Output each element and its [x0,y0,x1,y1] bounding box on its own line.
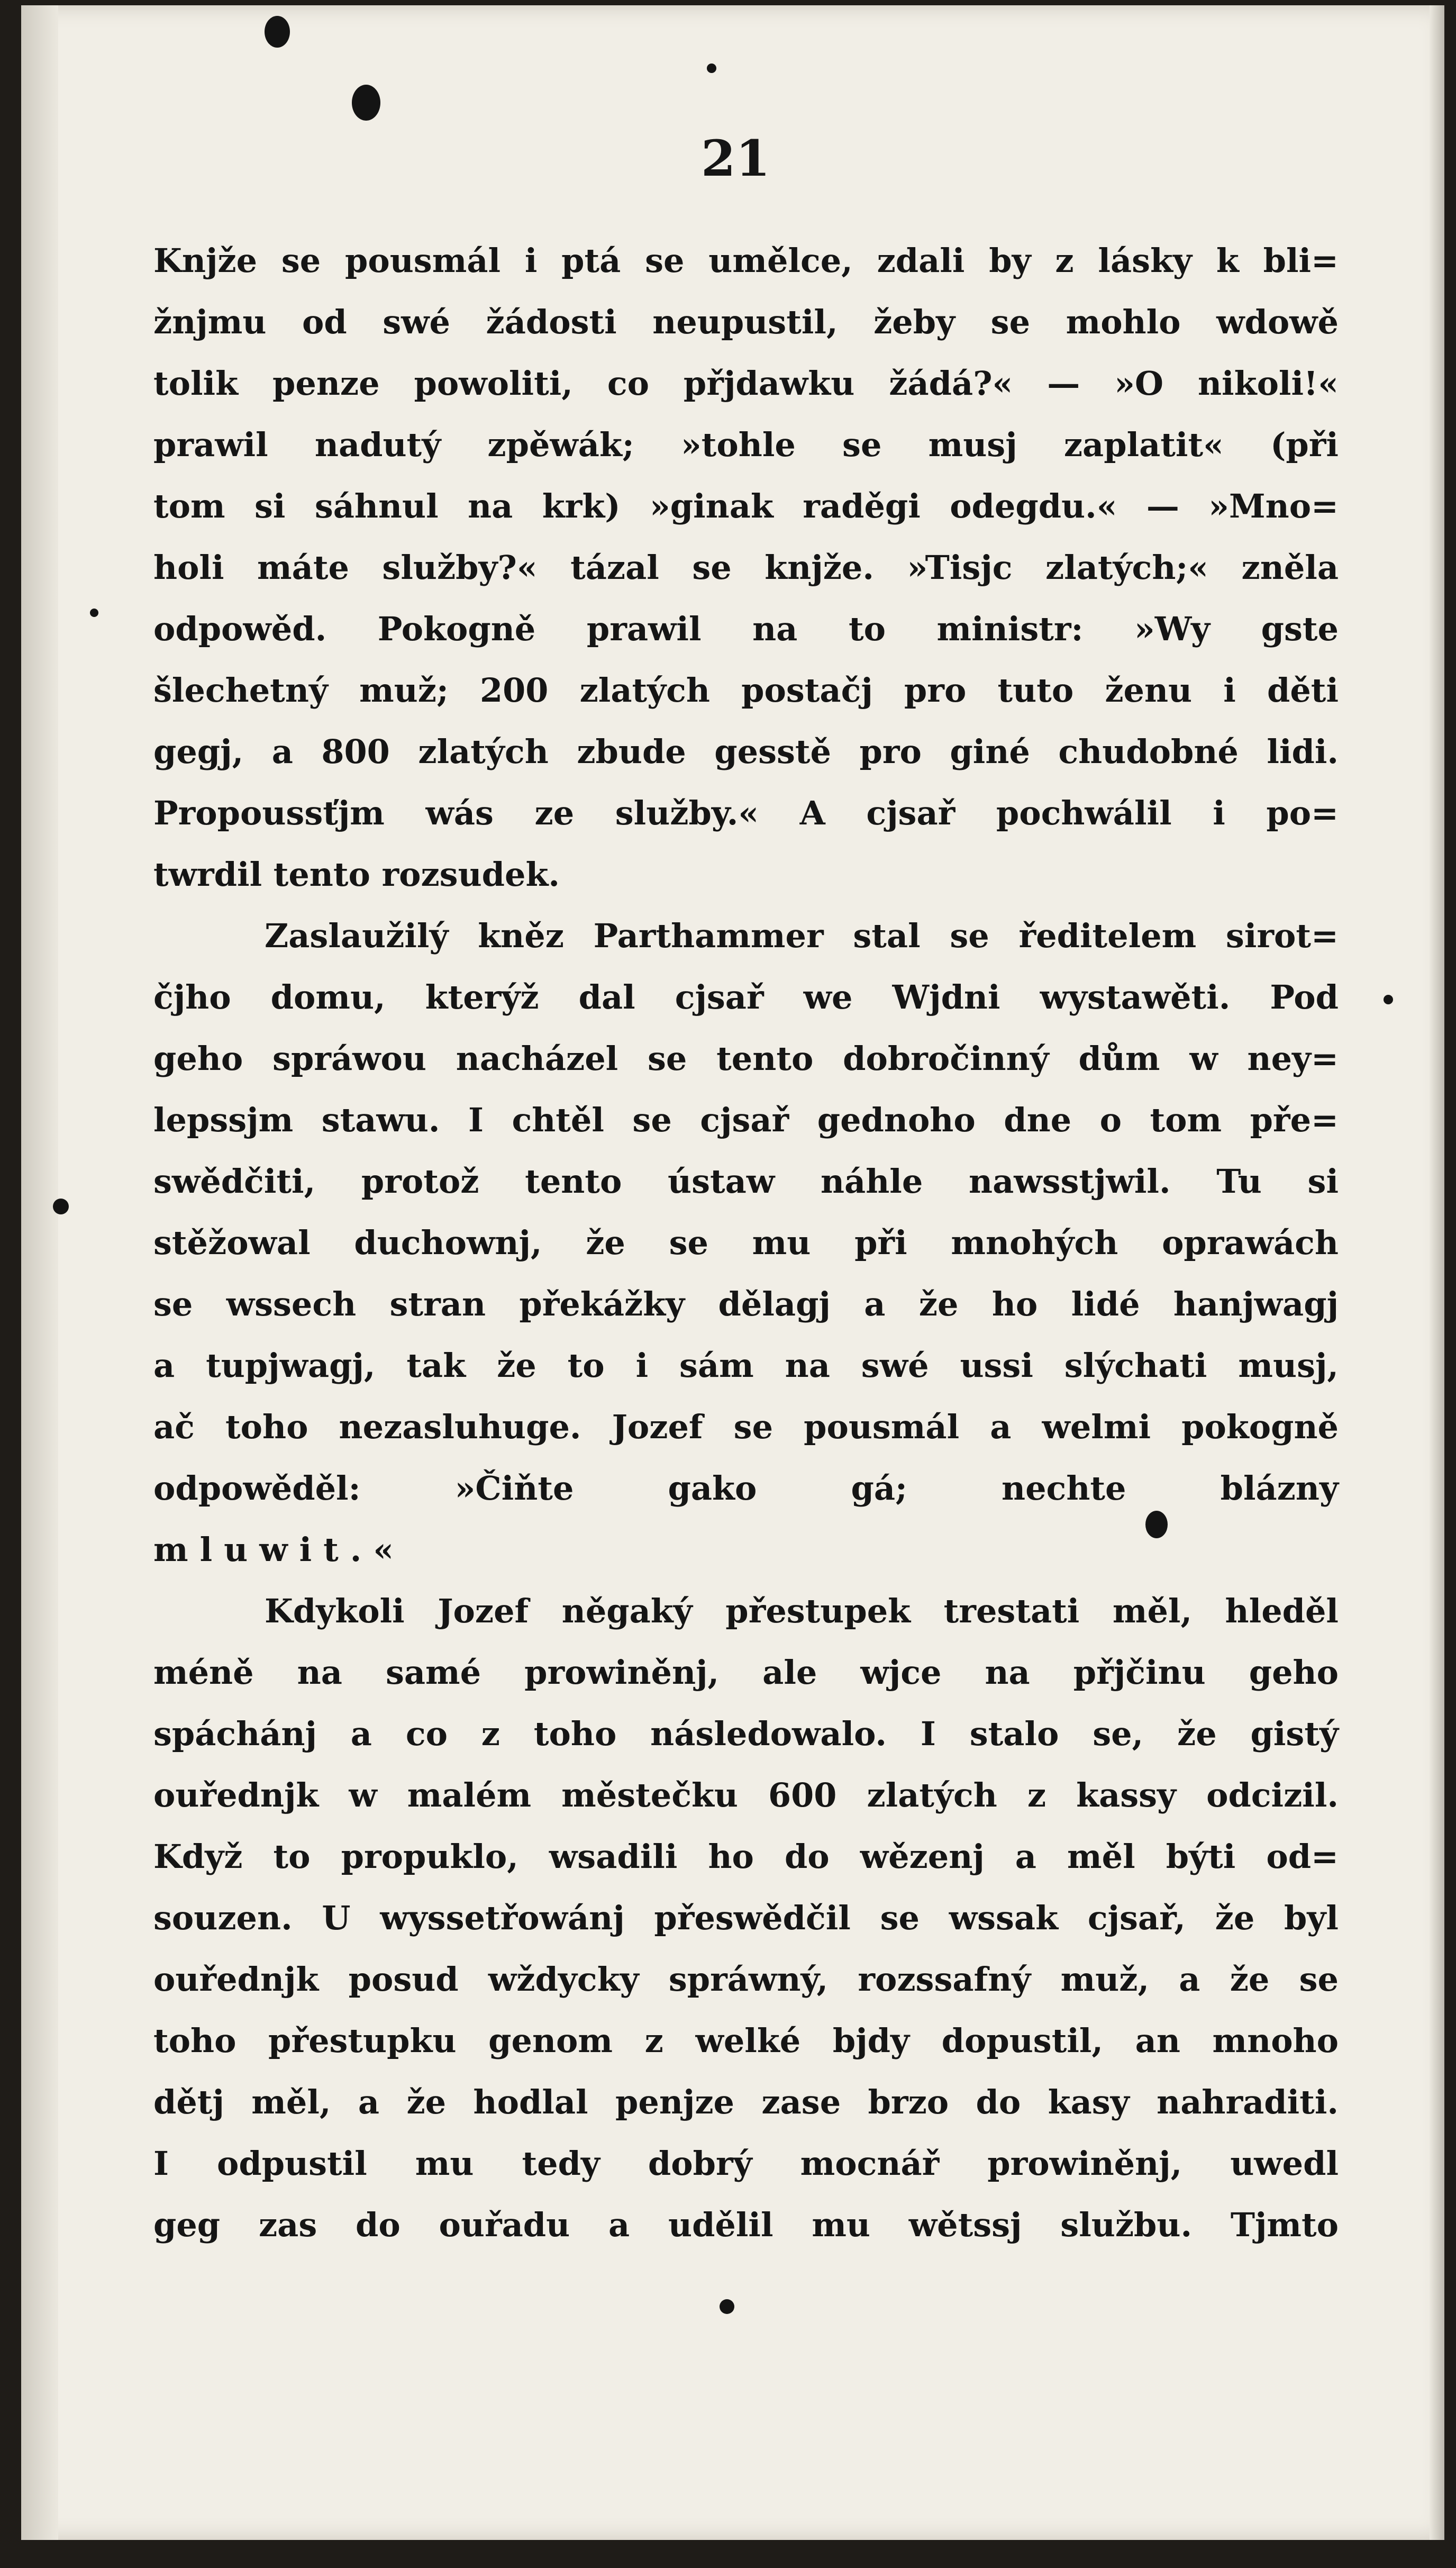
text-line: tolik penze powoliti, co přjdawku žádá?« — »O nikoli!« [153,364,1339,403]
ink-speck [53,1199,69,1214]
text-line: Knjže se pousmál i ptá se umělce, zdali by z lásky k bli= [153,241,1339,280]
text-line: žnjmu od swé žádosti neupustil, žeby se mohlo wdowě [153,303,1339,341]
text-line: swědčiti, protož tento ústaw náhle nawsstjwil. Tu si [153,1162,1339,1201]
text-line: gegj, a 800 zlatých zbude gesstě pro giné chudobné lidi. [153,732,1339,771]
text-line: odpowěděl: »Čiňte gako gá; nechte blázny [153,1469,1339,1508]
ink-speck [720,2299,734,2314]
text-line: méně na samé prowiněnj, ale wjce na přjčinu geho [153,1653,1339,1692]
paragraph-start-line: Kdykoli Jozef něgaký přestupek trestati měl, hleděl [265,1592,1339,1630]
text-line: dětj měl, a že hodlal penjze zase brzo do kasy nahraditi. [153,2083,1339,2121]
text-line: geho spráwou nacházel se tento dobročinný dům w ney= [153,1039,1339,1078]
ink-speck [1384,995,1393,1004]
text-line: šlechetný muž; 200 zlatých postačj pro tuto ženu i děti [153,671,1339,710]
text-line: I odpustil mu tedy dobrý mocnář prowiněnj, uwedl [153,2144,1339,2183]
text-line: ač toho nezasluhuge. Jozef se pousmál a welmi pokogně [153,1408,1339,1446]
body-text [153,230,1339,2256]
text-line: souzen. U wyssetřowánj přeswědčil se wssak cjsař, že byl [153,1899,1339,1937]
page-right-edge [1430,5,1444,2540]
text-line: prawil nadutý zpěwák; »tohle se musj zaplatit« (při [153,425,1339,464]
ink-speck [1145,1511,1168,1538]
text-line: se wssech stran překážky dělagj a že ho lidé hanjwagj [153,1285,1339,1323]
text-line: geg zas do ouřadu a udělil mu wětssj službu. Tjmto [153,2206,1339,2244]
text-line: odpowěd. Pokogně prawil na to ministr: »Wy gste [153,610,1339,648]
page-left-edge [21,5,58,2540]
ink-speck [352,85,380,121]
paragraph-start-line: Zaslaužilý kněz Parthammer stal se ředitelem sirot= [265,917,1339,955]
text-line: twrdil tento rozsudek. [153,855,560,894]
text-line: holi máte služby?« tázal se knjže. »Tisjc zlatých;« zněla [153,548,1339,587]
text-line: Když to propuklo, wsadili ho do wězenj a měl býti od= [153,1837,1339,1876]
text-line: lepssjm stawu. I chtěl se cjsař gednoho dne o tom pře= [153,1101,1339,1139]
book-page [21,5,1444,2540]
text-line: a tupjwagj, tak že to i sám na swé ussi slýchati musj, [153,1346,1339,1385]
text-line: ouřednjk posud wždycky spráwný, rozssafný muž, a že se [153,1960,1339,1999]
text-line: čjho domu, kterýž dal cjsař we Wjdni wystawěti. Pod [153,978,1339,1017]
text-line: spáchánj a co z toho následowalo. I stalo se, že gistý [153,1714,1339,1753]
text-line: tom si sáhnul na krk) »ginak raděgi odegdu.« — »Mno= [153,487,1339,525]
ink-speck [707,63,716,73]
text-line: Propoussťjm wás ze služby.« A cjsař pochwálil i po= [153,794,1339,832]
text-line: stěžowal duchownj, že se mu při mnohých oprawách [153,1223,1339,1262]
text-line: toho přestupku genom z welké bjdy dopustil, an mnoho [153,2021,1339,2060]
ink-speck [265,16,290,48]
ink-speck [90,609,98,617]
page-number: 21 [701,130,770,188]
text-line: mluwit.« [153,1530,406,1569]
text-line: ouřednjk w malém městečku 600 zlatých z kassy odcizil. [153,1776,1339,1814]
